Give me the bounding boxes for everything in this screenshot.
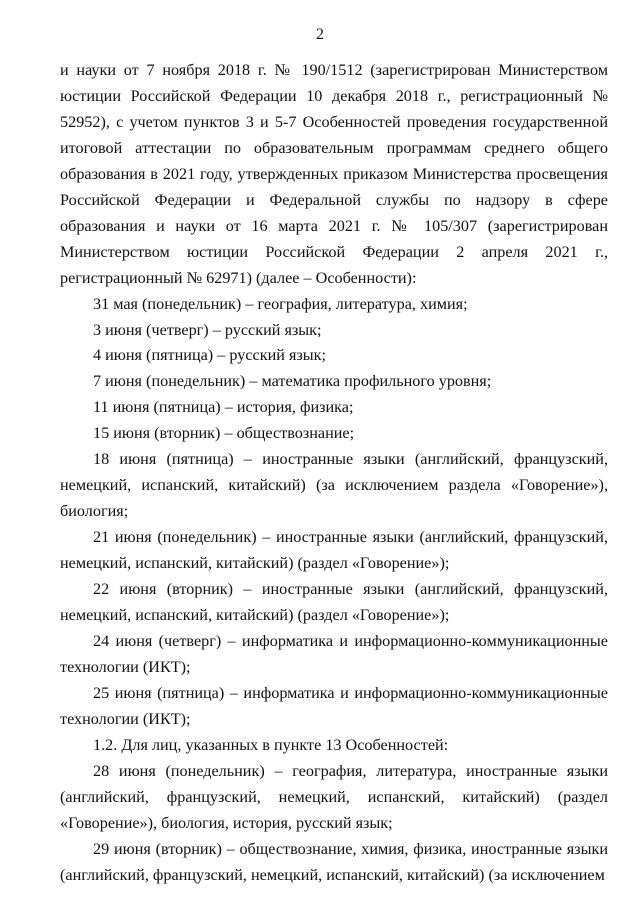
schedule-item-june-15: 15 июня (вторник) – обществознание; (93, 424, 355, 443)
schedule-item-june-7: 7 июня (понедельник) – математика профильного уровня; (93, 372, 492, 391)
schedule-item-june-22: 22 июня (вторник) – иностранные языки (английский, французский, немецкий, испанский, китайский) (раздел «Говорение»); (60, 580, 608, 625)
paragraph-intro-continuation: и науки от 7 ноября 2018 г. № 190/1512 (зарегистрирован Министерством юстиции Российской Федерации 10 декабря 2018 г., регистрационный № 52952), с учетом пунктов 3 и 5-7 Особенностей проведения государственной итоговой аттестации по образовательным программам среднего общего образования в 2021 году, утвержденных приказом Министерства просвещения Российской Федерации и Федеральной службы по надзору в сфере образования и науки от 16 марта 2021 г. № 105/307 (зарегистрирован Министерством юстиции Российской Федерации 2 апреля 2021 г., регистрационный № 62971) (далее – Особенности): (60, 61, 608, 287)
schedule-item-june-21: 21 июня (понедельник) – иностранные языки (английский, французский, немецкий, испанский, китайский) (раздел «Говорение»); (60, 528, 608, 573)
schedule-item-june-24: 24 июня (четверг) – информатика и информационно-коммуникационные технологии (ИКТ); (60, 631, 608, 676)
schedule-item-june-3: 3 июня (четверг) – русский язык; (93, 320, 322, 339)
schedule-item-june-28: 28 июня (понедельник) – география, литература, иностранные языки (английский, французский, немецкий, испанский, китайский) (раздел «Говорение»), биология, история, русский язык; (60, 761, 608, 832)
schedule-item-june-29: 29 июня (вторник) – обществознание, химия, физика, иностранные языки (английский, французский, немецкий, испанский, китайский) (за исключением (60, 839, 608, 884)
page-number: 2 (316, 26, 324, 43)
document-body (60, 58, 608, 889)
schedule-item-june-4: 4 июня (пятница) – русский язык; (93, 346, 327, 365)
schedule-item-june-18: 18 июня (пятница) – иностранные языки (английский, французский, немецкий, испанский, китайский) (за исключением раздела «Говорение»), биология; (60, 450, 608, 521)
schedule-item-may-31: 31 мая (понедельник) – география, литература, химия; (93, 294, 468, 313)
section-heading-1-2: 1.2. Для лиц, указанных в пункте 13 Особенностей: (93, 735, 449, 754)
schedule-item-june-25: 25 июня (пятница) – информатика и информационно-коммуникационные технологии (ИКТ); (60, 683, 608, 728)
schedule-item-june-11: 11 июня (пятница) – история, физика; (93, 398, 354, 417)
